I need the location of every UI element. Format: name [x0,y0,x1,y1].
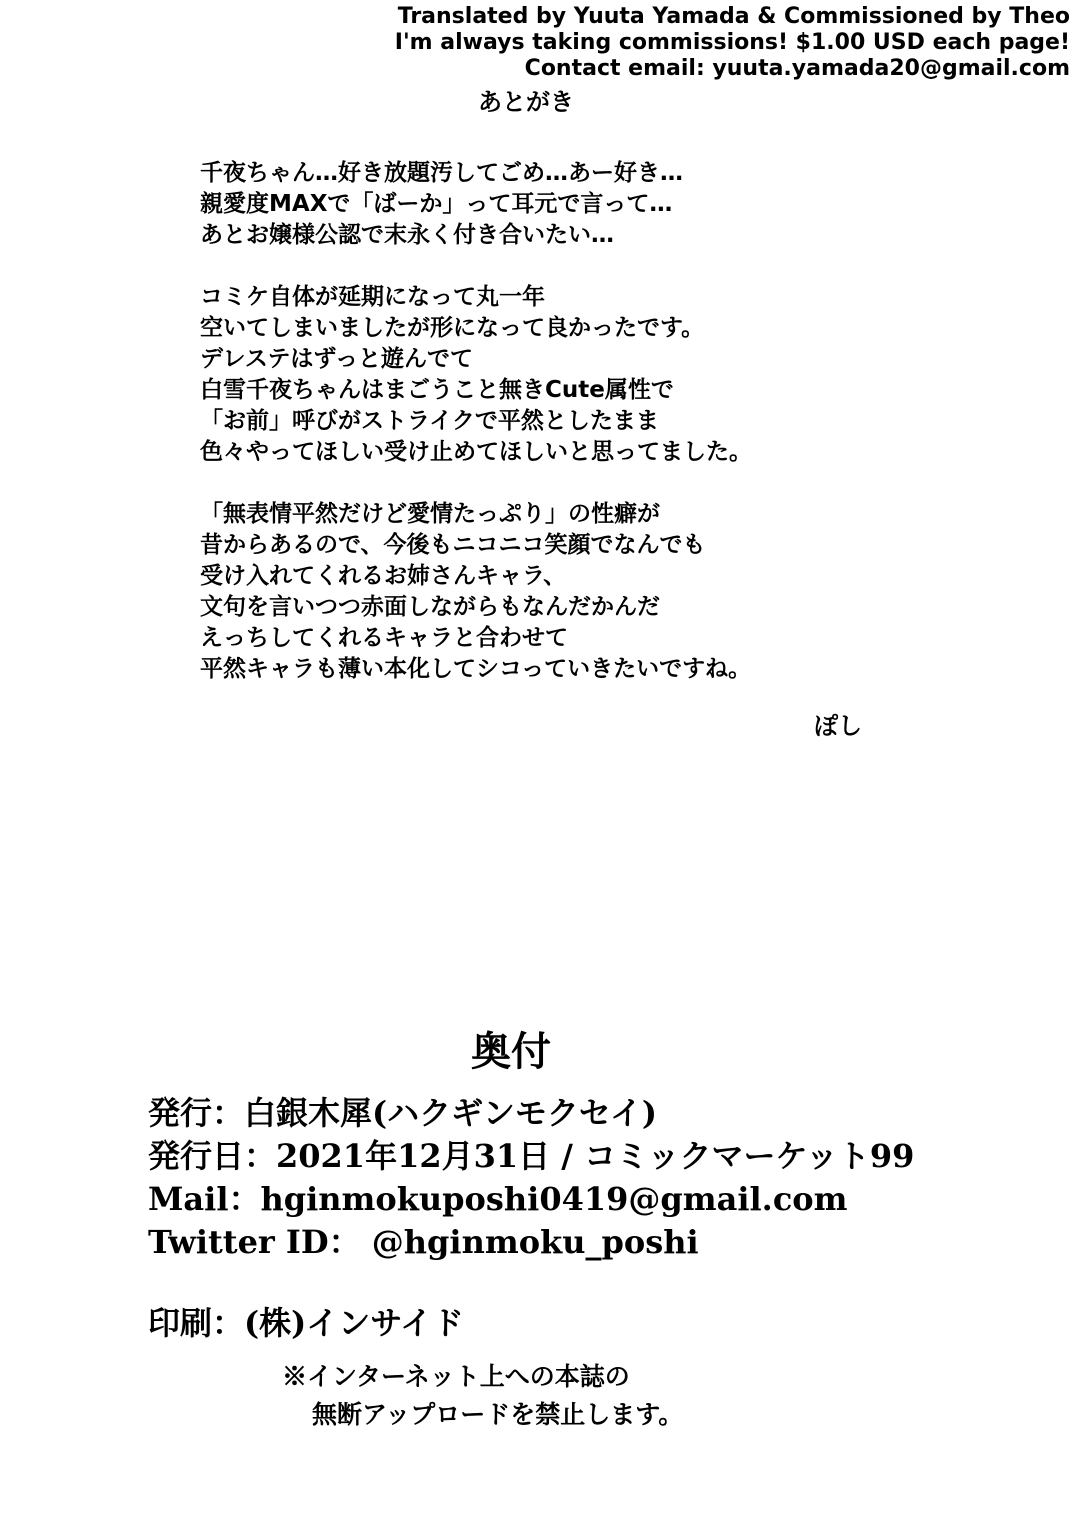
afterword-line: 千夜ちゃん…好き放題汚してごめ…あー好き… [200,160,683,186]
colophon-details [148,1092,914,1345]
notice-line: ※インターネット上への本誌の [282,1362,630,1391]
publish-date-line: 発行日：2021年12月31日 / コミックマーケット99 [148,1137,915,1175]
afterword-line: 文句を言いつつ赤面しながらもなんだかんだ [200,594,660,620]
author-signature: ぽし [814,712,862,740]
afterword-line: えっちしてくれるキャラと合わせて [200,625,568,651]
afterword-title: あとがき [478,88,574,116]
upload-notice [282,1358,683,1434]
publisher-line: 発行：白銀木犀(ハクギンモクセイ) [148,1094,658,1132]
afterword-paragraph [200,282,880,468]
afterword-line: 親愛度MAXで「ばーか」って耳元で言って… [200,191,673,217]
translator-credit [395,4,1070,82]
afterword-line: 受け入れてくれるお姉さんキャラ、 [200,563,567,589]
afterword-paragraph [200,499,880,685]
afterword-line: 空いてしまいましたが形になって良かったです。 [200,315,705,341]
afterword-body [200,158,880,716]
afterword-line: 昔からあるので、今後もニコニコ笑顔でなんでも [200,532,706,558]
twitter-line: Twitter ID： @hginmoku_poshi [148,1223,699,1261]
afterword-line: 「お前」呼びがストライクで平然としたまま [200,408,659,434]
afterword-line: 白雪千夜ちゃんはまごうこと無きCute属性で [200,377,674,403]
colophon-title: 奥付 [471,1028,551,1075]
afterword-line: コミケ自体が延期になって丸一年 [200,284,545,310]
printer-line: 印刷：(株)インサイド [148,1304,465,1342]
afterword-line: 平然キャラも薄い本化してシコっていきたいですね。 [200,656,752,682]
afterword-paragraph [200,158,880,251]
notice-line: 無断アップロードを禁止します。 [312,1400,684,1429]
mail-line: Mail：hginmokuposhi0419@gmail.com [148,1180,848,1218]
afterword-line: あとお嬢様公認で末永く付き合いたい… [200,222,614,248]
credit-line-contact: Contact email: yuuta.yamada20@gmail.com [524,56,1070,81]
credit-line-commissions: I'm always taking commissions! $1.00 USD each page! [394,30,1070,55]
afterword-line: 色々やってほしい受け止めてほしいと思ってました。 [200,439,752,465]
afterword-line: デレステはずっと遊んでて [200,346,474,372]
afterword-line: 「無表情平然だけど愛情たっぷり」の性癖が [200,501,660,527]
credit-line-translator: Translated by Yuuta Yamada & Commissioned by Theo [397,4,1070,29]
